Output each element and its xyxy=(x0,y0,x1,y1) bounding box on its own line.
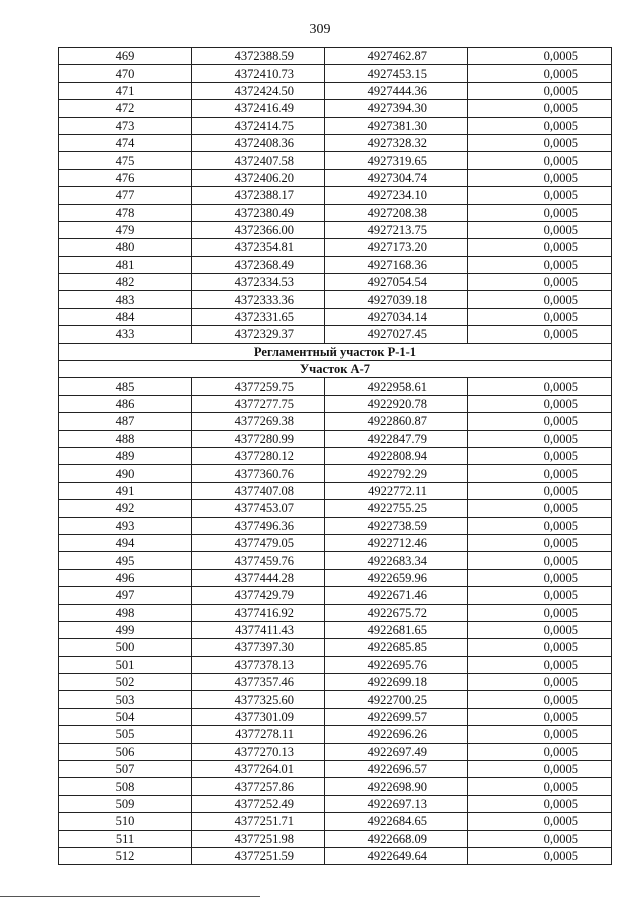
table-row xyxy=(59,308,612,325)
value-cell: 0,0005 xyxy=(468,847,612,864)
section-heading-row xyxy=(59,343,612,360)
value-cell: 0,0005 xyxy=(468,291,612,308)
value-cell: 0,0005 xyxy=(468,691,612,708)
table-row xyxy=(59,830,612,847)
point-number-cell: 489 xyxy=(59,447,192,464)
y-coordinate-cell: 4927444.36 xyxy=(325,82,468,99)
table-row xyxy=(59,743,612,760)
value-cell: 0,0005 xyxy=(468,587,612,604)
y-coordinate-cell: 4927054.54 xyxy=(325,274,468,291)
table-row xyxy=(59,152,612,169)
y-coordinate-cell: 4927304.74 xyxy=(325,169,468,186)
value-cell: 0,0005 xyxy=(468,117,612,134)
table-row xyxy=(59,587,612,604)
table-row xyxy=(59,291,612,308)
value-cell: 0,0005 xyxy=(468,674,612,691)
value-cell: 0,0005 xyxy=(468,552,612,569)
point-number-cell: 470 xyxy=(59,65,192,82)
y-coordinate-cell: 4922696.26 xyxy=(325,726,468,743)
section-heading-row xyxy=(59,361,612,378)
point-number-cell: 480 xyxy=(59,239,192,256)
x-coordinate-cell: 4377280.12 xyxy=(192,447,325,464)
table-row xyxy=(59,378,612,395)
table-row xyxy=(59,500,612,517)
x-coordinate-cell: 4377252.49 xyxy=(192,795,325,812)
y-coordinate-cell: 4922649.64 xyxy=(325,847,468,864)
value-cell: 0,0005 xyxy=(468,517,612,534)
x-coordinate-cell: 4372406.20 xyxy=(192,169,325,186)
table-row xyxy=(59,395,612,412)
x-coordinate-cell: 4372410.73 xyxy=(192,65,325,82)
x-coordinate-cell: 4372334.53 xyxy=(192,274,325,291)
table-row xyxy=(59,778,612,795)
y-coordinate-cell: 4927234.10 xyxy=(325,187,468,204)
value-cell: 0,0005 xyxy=(468,413,612,430)
table-row xyxy=(59,326,612,343)
value-cell: 0,0005 xyxy=(468,100,612,117)
x-coordinate-cell: 4377453.07 xyxy=(192,500,325,517)
x-coordinate-cell: 4372388.17 xyxy=(192,187,325,204)
table-row xyxy=(59,569,612,586)
point-number-cell: 476 xyxy=(59,169,192,186)
point-number-cell: 491 xyxy=(59,482,192,499)
point-number-cell: 506 xyxy=(59,743,192,760)
x-coordinate-cell: 4377459.76 xyxy=(192,552,325,569)
table-row xyxy=(59,604,612,621)
table-row xyxy=(59,48,612,65)
y-coordinate-cell: 4922700.25 xyxy=(325,691,468,708)
x-coordinate-cell: 4377378.13 xyxy=(192,656,325,673)
y-coordinate-cell: 4927462.87 xyxy=(325,48,468,65)
x-coordinate-cell: 4377429.79 xyxy=(192,587,325,604)
x-coordinate-cell: 4372424.50 xyxy=(192,82,325,99)
table-row xyxy=(59,65,612,82)
point-number-cell: 486 xyxy=(59,395,192,412)
table-row xyxy=(59,169,612,186)
x-coordinate-cell: 4372414.75 xyxy=(192,117,325,134)
table-row xyxy=(59,691,612,708)
value-cell: 0,0005 xyxy=(468,482,612,499)
value-cell: 0,0005 xyxy=(468,743,612,760)
value-cell: 0,0005 xyxy=(468,308,612,325)
y-coordinate-cell: 4927381.30 xyxy=(325,117,468,134)
value-cell: 0,0005 xyxy=(468,656,612,673)
table-row xyxy=(59,134,612,151)
x-coordinate-cell: 4377479.05 xyxy=(192,534,325,551)
y-coordinate-cell: 4922808.94 xyxy=(325,447,468,464)
y-coordinate-cell: 4922695.76 xyxy=(325,656,468,673)
value-cell: 0,0005 xyxy=(468,326,612,343)
table-row xyxy=(59,726,612,743)
point-number-cell: 510 xyxy=(59,813,192,830)
point-number-cell: 507 xyxy=(59,761,192,778)
x-coordinate-cell: 4377416.92 xyxy=(192,604,325,621)
point-number-cell: 484 xyxy=(59,308,192,325)
point-number-cell: 511 xyxy=(59,830,192,847)
y-coordinate-cell: 4922681.65 xyxy=(325,621,468,638)
point-number-cell: 469 xyxy=(59,48,192,65)
table-row xyxy=(59,100,612,117)
table-row xyxy=(59,204,612,221)
y-coordinate-cell: 4927034.14 xyxy=(325,308,468,325)
point-number-cell: 508 xyxy=(59,778,192,795)
x-coordinate-cell: 4377270.13 xyxy=(192,743,325,760)
point-number-cell: 512 xyxy=(59,847,192,864)
table-row xyxy=(59,708,612,725)
x-coordinate-cell: 4377277.75 xyxy=(192,395,325,412)
value-cell: 0,0005 xyxy=(468,604,612,621)
table-row xyxy=(59,187,612,204)
table-row xyxy=(59,430,612,447)
point-number-cell: 505 xyxy=(59,726,192,743)
value-cell: 0,0005 xyxy=(468,395,612,412)
coordinates-table-body xyxy=(59,48,612,865)
x-coordinate-cell: 4372354.81 xyxy=(192,239,325,256)
table-row xyxy=(59,482,612,499)
section-heading: Участок А-7 xyxy=(59,361,612,378)
value-cell: 0,0005 xyxy=(468,447,612,464)
x-coordinate-cell: 4372333.36 xyxy=(192,291,325,308)
x-coordinate-cell: 4377301.09 xyxy=(192,708,325,725)
y-coordinate-cell: 4922792.29 xyxy=(325,465,468,482)
value-cell: 0,0005 xyxy=(468,639,612,656)
table-row xyxy=(59,621,612,638)
point-number-cell: 483 xyxy=(59,291,192,308)
page-number: 309 xyxy=(309,22,331,37)
y-coordinate-cell: 4922668.09 xyxy=(325,830,468,847)
point-number-cell: 473 xyxy=(59,117,192,134)
point-number-cell: 471 xyxy=(59,82,192,99)
value-cell: 0,0005 xyxy=(468,726,612,743)
point-number-cell: 474 xyxy=(59,134,192,151)
value-cell: 0,0005 xyxy=(468,708,612,725)
value-cell: 0,0005 xyxy=(468,65,612,82)
y-coordinate-cell: 4922697.49 xyxy=(325,743,468,760)
table-row xyxy=(59,795,612,812)
x-coordinate-cell: 4372331.65 xyxy=(192,308,325,325)
point-number-cell: 500 xyxy=(59,639,192,656)
x-coordinate-cell: 4377264.01 xyxy=(192,761,325,778)
value-cell: 0,0005 xyxy=(468,500,612,517)
table-row xyxy=(59,656,612,673)
y-coordinate-cell: 4922683.34 xyxy=(325,552,468,569)
value-cell: 0,0005 xyxy=(468,239,612,256)
y-coordinate-cell: 4927039.18 xyxy=(325,291,468,308)
x-coordinate-cell: 4372329.37 xyxy=(192,326,325,343)
x-coordinate-cell: 4372416.49 xyxy=(192,100,325,117)
table-row xyxy=(59,239,612,256)
y-coordinate-cell: 4922699.18 xyxy=(325,674,468,691)
value-cell: 0,0005 xyxy=(468,187,612,204)
value-cell: 0,0005 xyxy=(468,830,612,847)
value-cell: 0,0005 xyxy=(468,778,612,795)
x-coordinate-cell: 4377269.38 xyxy=(192,413,325,430)
coordinates-table xyxy=(58,47,612,865)
value-cell: 0,0005 xyxy=(468,430,612,447)
x-coordinate-cell: 4377397.30 xyxy=(192,639,325,656)
point-number-cell: 488 xyxy=(59,430,192,447)
y-coordinate-cell: 4922958.61 xyxy=(325,378,468,395)
table-row xyxy=(59,761,612,778)
value-cell: 0,0005 xyxy=(468,621,612,638)
point-number-cell: 478 xyxy=(59,204,192,221)
point-number-cell: 502 xyxy=(59,674,192,691)
point-number-cell: 501 xyxy=(59,656,192,673)
point-number-cell: 492 xyxy=(59,500,192,517)
value-cell: 0,0005 xyxy=(468,256,612,273)
x-coordinate-cell: 4377278.11 xyxy=(192,726,325,743)
value-cell: 0,0005 xyxy=(468,378,612,395)
value-cell: 0,0005 xyxy=(468,813,612,830)
x-coordinate-cell: 4377251.71 xyxy=(192,813,325,830)
point-number-cell: 487 xyxy=(59,413,192,430)
x-coordinate-cell: 4372366.00 xyxy=(192,221,325,238)
point-number-cell: 498 xyxy=(59,604,192,621)
y-coordinate-cell: 4927027.45 xyxy=(325,326,468,343)
point-number-cell: 490 xyxy=(59,465,192,482)
value-cell: 0,0005 xyxy=(468,795,612,812)
point-number-cell: 497 xyxy=(59,587,192,604)
y-coordinate-cell: 4927319.65 xyxy=(325,152,468,169)
table-row xyxy=(59,117,612,134)
y-coordinate-cell: 4922860.87 xyxy=(325,413,468,430)
y-coordinate-cell: 4927453.15 xyxy=(325,65,468,82)
x-coordinate-cell: 4372368.49 xyxy=(192,256,325,273)
x-coordinate-cell: 4377259.75 xyxy=(192,378,325,395)
table-row xyxy=(59,82,612,99)
point-number-cell: 503 xyxy=(59,691,192,708)
x-coordinate-cell: 4372388.59 xyxy=(192,48,325,65)
table-row xyxy=(59,517,612,534)
value-cell: 0,0005 xyxy=(468,204,612,221)
value-cell: 0,0005 xyxy=(468,761,612,778)
x-coordinate-cell: 4377496.36 xyxy=(192,517,325,534)
y-coordinate-cell: 4922738.59 xyxy=(325,517,468,534)
y-coordinate-cell: 4922755.25 xyxy=(325,500,468,517)
table-row xyxy=(59,534,612,551)
table-row xyxy=(59,639,612,656)
y-coordinate-cell: 4922671.46 xyxy=(325,587,468,604)
point-number-cell: 482 xyxy=(59,274,192,291)
y-coordinate-cell: 4922675.72 xyxy=(325,604,468,621)
value-cell: 0,0005 xyxy=(468,221,612,238)
y-coordinate-cell: 4922684.65 xyxy=(325,813,468,830)
point-number-cell: 472 xyxy=(59,100,192,117)
x-coordinate-cell: 4377407.08 xyxy=(192,482,325,499)
value-cell: 0,0005 xyxy=(468,82,612,99)
value-cell: 0,0005 xyxy=(468,134,612,151)
x-coordinate-cell: 4377360.76 xyxy=(192,465,325,482)
y-coordinate-cell: 4922685.85 xyxy=(325,639,468,656)
value-cell: 0,0005 xyxy=(468,48,612,65)
point-number-cell: 509 xyxy=(59,795,192,812)
point-number-cell: 493 xyxy=(59,517,192,534)
table-row xyxy=(59,256,612,273)
section-heading: Регламентный участок Р-1-1 xyxy=(59,343,612,360)
table-row xyxy=(59,674,612,691)
table-row xyxy=(59,465,612,482)
y-coordinate-cell: 4927328.32 xyxy=(325,134,468,151)
table-row xyxy=(59,813,612,830)
x-coordinate-cell: 4377444.28 xyxy=(192,569,325,586)
point-number-cell: 481 xyxy=(59,256,192,273)
x-coordinate-cell: 4377325.60 xyxy=(192,691,325,708)
x-coordinate-cell: 4377251.98 xyxy=(192,830,325,847)
y-coordinate-cell: 4922920.78 xyxy=(325,395,468,412)
footer-line xyxy=(0,896,260,897)
y-coordinate-cell: 4927208.38 xyxy=(325,204,468,221)
value-cell: 0,0005 xyxy=(468,274,612,291)
x-coordinate-cell: 4377357.46 xyxy=(192,674,325,691)
point-number-cell: 485 xyxy=(59,378,192,395)
y-coordinate-cell: 4927394.30 xyxy=(325,100,468,117)
x-coordinate-cell: 4377251.59 xyxy=(192,847,325,864)
x-coordinate-cell: 4372380.49 xyxy=(192,204,325,221)
y-coordinate-cell: 4922772.11 xyxy=(325,482,468,499)
x-coordinate-cell: 4372408.36 xyxy=(192,134,325,151)
point-number-cell: 496 xyxy=(59,569,192,586)
point-number-cell: 494 xyxy=(59,534,192,551)
table-row xyxy=(59,447,612,464)
value-cell: 0,0005 xyxy=(468,152,612,169)
point-number-cell: 504 xyxy=(59,708,192,725)
y-coordinate-cell: 4922696.57 xyxy=(325,761,468,778)
value-cell: 0,0005 xyxy=(468,569,612,586)
y-coordinate-cell: 4922698.90 xyxy=(325,778,468,795)
point-number-cell: 479 xyxy=(59,221,192,238)
value-cell: 0,0005 xyxy=(468,169,612,186)
y-coordinate-cell: 4927168.36 xyxy=(325,256,468,273)
y-coordinate-cell: 4927173.20 xyxy=(325,239,468,256)
y-coordinate-cell: 4922659.96 xyxy=(325,569,468,586)
value-cell: 0,0005 xyxy=(468,534,612,551)
point-number-cell: 495 xyxy=(59,552,192,569)
y-coordinate-cell: 4922847.79 xyxy=(325,430,468,447)
point-number-cell: 475 xyxy=(59,152,192,169)
x-coordinate-cell: 4377257.86 xyxy=(192,778,325,795)
y-coordinate-cell: 4922697.13 xyxy=(325,795,468,812)
y-coordinate-cell: 4927213.75 xyxy=(325,221,468,238)
value-cell: 0,0005 xyxy=(468,465,612,482)
x-coordinate-cell: 4377280.99 xyxy=(192,430,325,447)
table-row xyxy=(59,221,612,238)
x-coordinate-cell: 4377411.43 xyxy=(192,621,325,638)
table-row xyxy=(59,847,612,864)
point-number-cell: 477 xyxy=(59,187,192,204)
y-coordinate-cell: 4922699.57 xyxy=(325,708,468,725)
table-row xyxy=(59,413,612,430)
x-coordinate-cell: 4372407.58 xyxy=(192,152,325,169)
point-number-cell: 433 xyxy=(59,326,192,343)
table-row xyxy=(59,552,612,569)
y-coordinate-cell: 4922712.46 xyxy=(325,534,468,551)
point-number-cell: 499 xyxy=(59,621,192,638)
table-row xyxy=(59,274,612,291)
